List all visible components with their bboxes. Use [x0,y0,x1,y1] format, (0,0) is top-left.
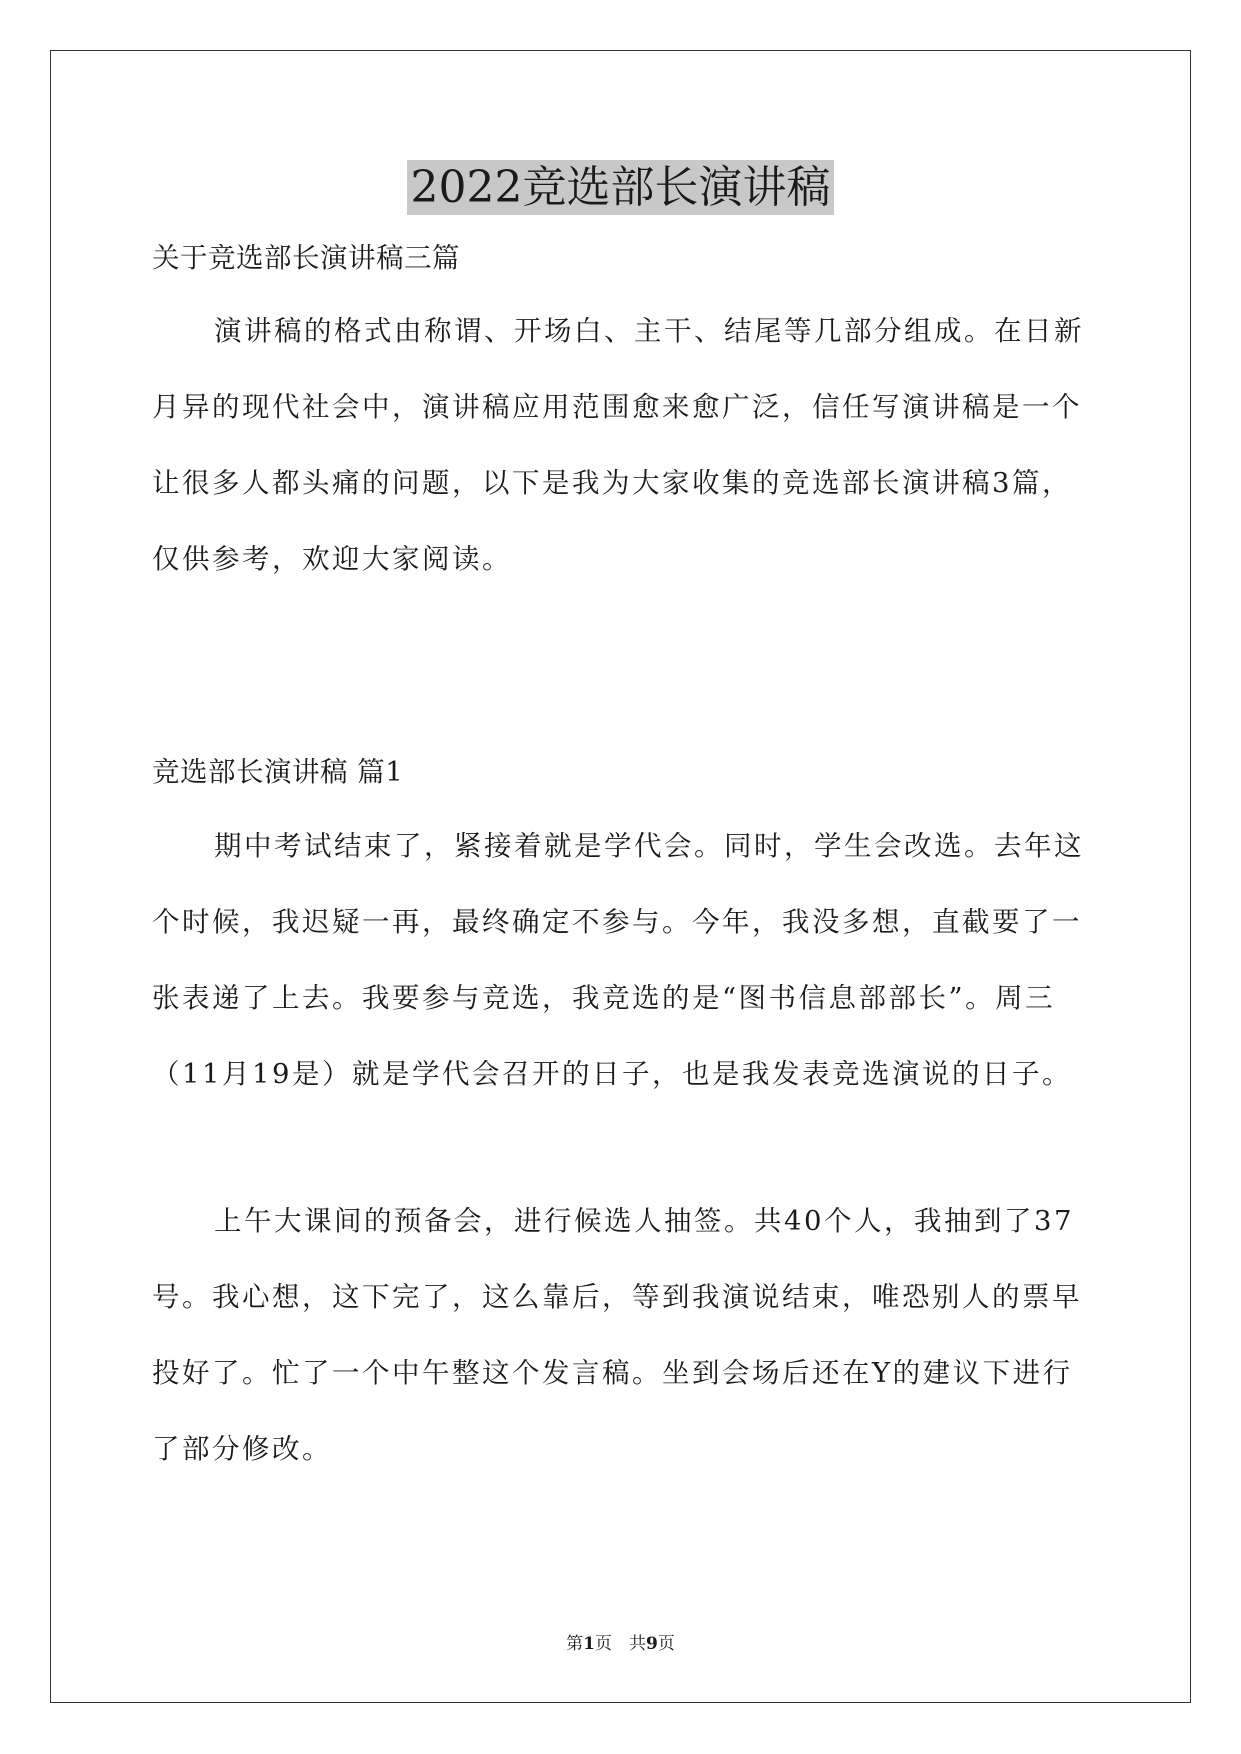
intro-paragraph: 演讲稿的格式由称谓、开场白、主干、结尾等几部分组成。在日新月异的现代社会中，演讲稿应用范围愈来愈广泛，信任写演讲稿是一个让很多人都头痛的问题，以下是我为大家收集的竞选部长演讲稿3篇，仅供参考，欢迎大家阅读。 [152,315,1084,575]
body-paragraph-2: 上午大课间的预备会，进行候选人抽签。共40个人，我抽到了37号。我心想，这下完了，这么靠后，等到我演说结束，唯恐别人的票早投好了。忙了一个中午整这个发言稿。坐到会场后还在Y的建议下进行了部分修改。 [152,1205,1082,1465]
page-footer [0,1633,1241,1655]
footer-prefix: 第 [566,1634,584,1654]
document-title-text: 2022竞选部长演讲稿 [407,160,835,215]
footer-suffix: 页 [657,1634,675,1654]
footer-current-page: 1 [583,1634,595,1654]
document-title [0,158,1241,218]
section-heading: 竞选部长演讲稿 篇1 [152,756,404,788]
document-subtitle: 关于竞选部长演讲稿三篇 [152,242,460,274]
body-paragraph-1: 期中考试结束了，紧接着就是学代会。同时，学生会改选。去年这个时候，我迟疑一再，最终确定不参与。今年，我没多想，直截要了一张表递了上去。我要参与竞选，我竞选的是“图书信息部部长”。周三（11月19是）就是学代会召开的日子，也是我发表竞选演说的日子。 [152,830,1084,1090]
footer-middle: 页 共 [595,1634,646,1654]
footer-total-pages: 9 [646,1634,658,1654]
